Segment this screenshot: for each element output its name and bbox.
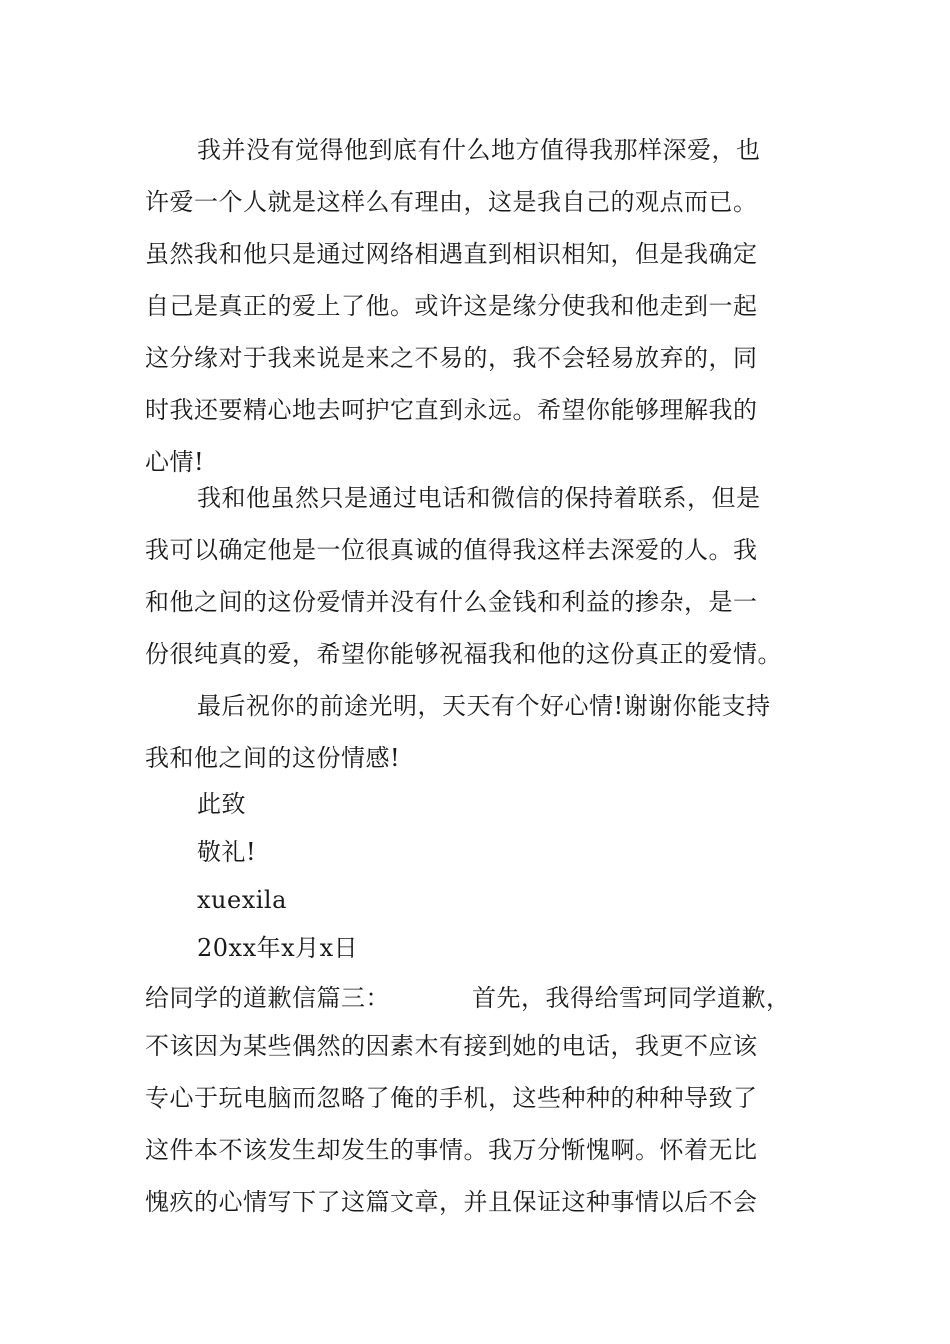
paragraph-1-line-1: 我并没有觉得他到底有什么地方值得我那样深爱，也: [197, 136, 761, 164]
section-3-first-line-text: 首先，我得给雪珂同学道歉，: [472, 984, 791, 1012]
paragraph-1-line-7: 心情!: [145, 448, 205, 476]
paragraph-2-line-2: 我可以确定他是一位很真诚的值得我这样去深爱的人。我: [145, 536, 758, 564]
paragraph-1-line-6: 时我还要精心地去呵护它直到永远。希望你能够理解我的: [145, 396, 758, 424]
paragraph-1-line-3: 虽然我和他只是通过网络相遇直到相识相知，但是我确定: [145, 240, 758, 268]
section-3-line-2: 不该因为某些偶然的因素木有接到她的电话，我更不应该: [145, 1032, 758, 1060]
section-3-line-4: 这件本不该发生却发生的事情。我万分惭愧啊。怀着无比: [145, 1136, 758, 1164]
section-3-line-5: 愧疚的心情写下了这篇文章，并且保证这种事情以后不会: [145, 1188, 758, 1216]
paragraph-1-line-4: 自己是真正的爱上了他。或许这是缘分使我和他走到一起: [145, 292, 758, 320]
paragraph-1-line-5: 这分缘对于我来说是来之不易的，我不会轻易放弃的，同: [145, 344, 758, 372]
section-3-line-3: 专心于玩电脑而忽略了俺的手机，这些种种的种种导致了: [145, 1084, 758, 1112]
paragraph-3-line-2: 我和他之间的这份情感!: [145, 744, 401, 772]
paragraph-2-line-1: 我和他虽然只是通过电话和微信的保持着联系，但是: [197, 484, 761, 512]
section-3-heading: 给同学的道歉信篇三：: [145, 984, 390, 1012]
signature: xuexila: [197, 886, 287, 914]
closing-salutation-2: 敬礼!: [197, 838, 257, 866]
closing-salutation-1: 此致: [197, 790, 246, 818]
paragraph-3-line-1: 最后祝你的前途光明，天天有个好心情!谢谢你能支持: [197, 692, 771, 720]
date: 20xx年x月x日: [197, 934, 359, 962]
paragraph-1-line-2: 许爱一个人就是这样么有理由，这是我自己的观点而已。: [145, 188, 758, 216]
section-3-first-line: [145, 982, 791, 1014]
paragraph-2-line-4: 份很纯真的爱，希望你能够祝福我和他的这份真正的爱情。: [145, 640, 782, 668]
paragraph-2-line-3: 和他之间的这份爱情并没有什么金钱和利益的掺杂，是一: [145, 588, 758, 616]
